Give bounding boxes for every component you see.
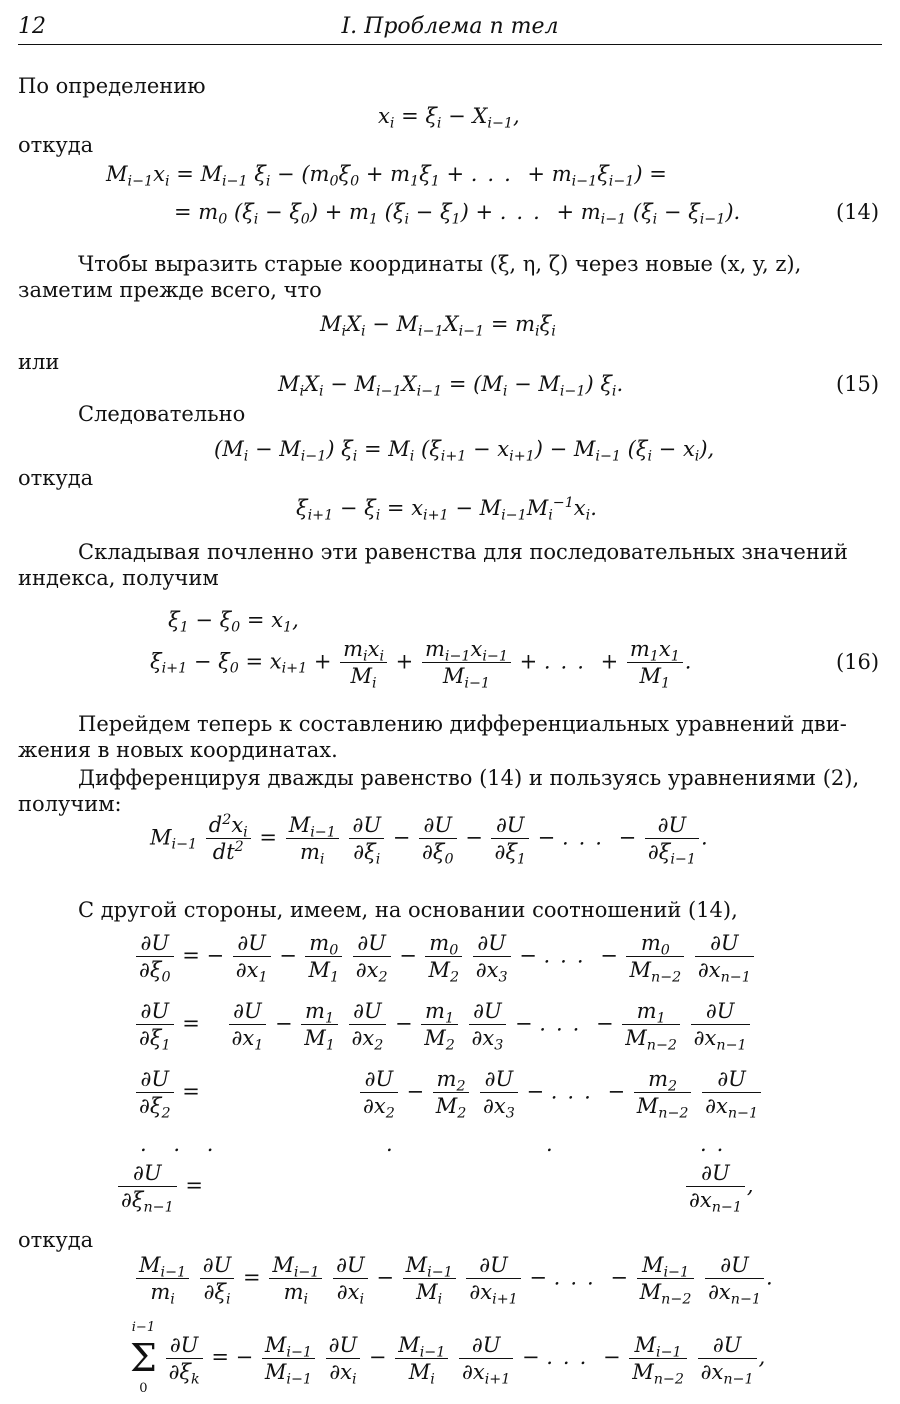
equation-result-line2: i−1 Σ 0 $\frac{\partial U}{\partial\xi_k}$ = − $\frac{M_{i-1}}{M_{i-1}}$ $\frac{\partial U}{\partial x_i}$ − $\frac{M_{i-1}}{M_i}$ $\frac{\partial U}{\partial x_{i+1}}$ − ... − $\frac{M_{i-1}}{M_{n-2}}$ $\frac{\partial U}{\partial x_{n-1}}$ ,	[130, 1320, 766, 1397]
equation-16-line2: $\xi_{i+1} - \xi_0 = x_{i+1}$ + $m_ix_i$ $M_i$ + $\frac{m_{i-1}x_{i-1}}{M_{i-1}}$ + ... + $\frac{m_1x_1}{M_1}$ .	[150, 637, 692, 692]
equation-15: $M_iX_i - M_{i-1}X_{i-1} = (M_i - M_{i-1})$ $\xi_i$.	[278, 372, 624, 400]
running-title: I. Проблема n тел	[341, 14, 559, 39]
paragraph-summing-line2: индекса, получим	[18, 566, 219, 590]
equation-number-14: (14)	[836, 200, 880, 224]
equation-mx-difference: $M_iX_i - M_{i-1}X_{i-1} = m_i\xi_i$	[320, 312, 556, 340]
equation-second-derivative: $M_{i-1}$ $\frac{d^2x_i}{dt^2}$ = $\frac{M_{i-1}}{m_i}$ $\frac{\partial U}{\partial\xi_i}$ − $\frac{\partial U}{\partial\xi_0}$ − $\frac{\partial U}{\partial\xi_1}$ − ... − $\frac{\partial U}{\partial\xi_{i-1}}$ .	[150, 812, 708, 868]
word-otkuda-2: откуда	[18, 466, 94, 490]
paragraph-other-side: С другой стороны, имеем, на основании соотношений (14),	[78, 898, 738, 922]
equation-16-line1: $\xi_1 - \xi_0 = x_1$,	[168, 608, 299, 636]
system-row-xin1: $\frac{\partial U}{\partial\xi_{n-1}}$ =	[116, 1160, 203, 1214]
word-otkuda: откуда	[18, 133, 94, 157]
equation-14-line1: $M_{i-1}x_i = M_{i-1}$ $\xi_i - (m_0\xi_0 + m_1\xi_1$ + ... + $m_{i-1}\xi_{i-1}$) =	[106, 162, 667, 190]
paragraph-summing-line1: Складывая почленно эти равенства для последовательных значений	[78, 540, 848, 564]
system-dots-right: ..	[700, 1132, 734, 1156]
equation-number-16: (16)	[836, 650, 880, 674]
paragraph-old-coordinates-line2: заметим прежде всего, что	[18, 278, 322, 302]
system-dots-middle: .	[386, 1132, 393, 1156]
equation-result-line1: $\frac{M_{i-1}}{m_i}$ $\frac{\partial U}{\partial\xi_i}$ = $\frac{M_{i-1}}{m_i}$ $\frac{\partial U}{\partial x_i}$ − $\frac{M_{i-1}}{M_i}$ $\frac{\partial U}{\partial x_{i+1}}$ − ... − $\frac{M_{i-1}}{M_{n-2}}$ $\frac{\partial U}{\partial x_{n-1}}$ .	[134, 1252, 773, 1306]
word-sledovatelno: Следовательно	[78, 402, 246, 426]
running-header	[18, 10, 882, 45]
page-number: 12	[18, 14, 46, 39]
equation-x-definition: $x_i = \xi_i - X_{i-1}$,	[378, 104, 520, 132]
system-dots-middle-2: .	[546, 1132, 553, 1156]
equation-m-xi-relation: $(M_i - M_{i-1}) \xi_i = M_i$ $(\xi_{i+1} - x_{i+1}) - M_{i-1}$ $(\xi_i - x_i)$,	[214, 437, 715, 465]
paragraph-old-coordinates-line1: Чтобы выразить старые координаты (ξ, η, ζ) через новые (x, y, z),	[78, 252, 802, 276]
word-ili: или	[18, 350, 60, 374]
system-row-xi0: $\frac{\partial U}{\partial\xi_0}$ = − $\frac{\partial U}{\partial x_1}$ − $\frac{m_0}{M_1}$ $\frac{\partial U}{\partial x_2}$ − $\frac{m_0}{M_2}$ $\frac{\partial U}{\partial x_3}$ − ... − $\frac{m_0}{M_{n-2}}$ $\frac{\partial U}{\partial x_{n-1}}$	[134, 930, 756, 984]
equation-number-15: (15)	[836, 372, 880, 396]
paragraph-differentiating-line1: Дифференцируя дважды равенство (14) и пользуясь уравнениями (2),	[78, 766, 860, 790]
equation-14-line2: = $m_0$ $(\xi_i - \xi_0) + m_1$ $(\xi_i - \xi_1)$ + ... + $m_{i-1}$ $(\xi_i - \xi_{i-1})$.	[174, 200, 741, 228]
system-row-xi1: $\frac{\partial U}{\partial\xi_1}$ = $\frac{\partial U}{\partial x_1}$ − $\frac{m_1}{M_1}$ $\frac{\partial U}{\partial x_2}$ − $\frac{m_1}{M_2}$ $\frac{\partial U}{\partial x_3}$ − ... − $\frac{m_1}{M_{n-2}}$ $\frac{\partial U}{\partial x_{n-1}}$	[134, 998, 752, 1052]
paragraph-diff-equations-line1: Перейдем теперь к составлению дифференциальных уравнений дви-	[78, 712, 847, 736]
word-otkuda-3: откуда	[18, 1228, 94, 1252]
system-dots-left: . . .	[140, 1132, 224, 1156]
paragraph-by-definition: По определению	[18, 74, 206, 98]
paragraph-diff-equations-line2: жения в новых координатах.	[18, 738, 338, 762]
system-row-xin1-right: $\frac{\partial U}{\partial x_{n-1}}$ ,	[684, 1160, 754, 1214]
equation-xi-difference: $\xi_{i+1} - \xi_i = x_{i+1} - M_{i-1}M_i^{-1}x_i$.	[296, 495, 597, 524]
system-row-xi2: $\frac{\partial U}{\partial\xi_2}$ =	[134, 1066, 200, 1120]
paragraph-differentiating-line2: получим:	[18, 792, 122, 816]
system-row-xi2-right: $\frac{\partial U}{\partial x_2}$ − $\frac{m_2}{M_2}$ $\frac{\partial U}{\partial x_3}$ − ... − $\frac{m_2}{M_{n-2}}$ $\frac{\partial U}{\partial x_{n-1}}$	[358, 1066, 763, 1120]
